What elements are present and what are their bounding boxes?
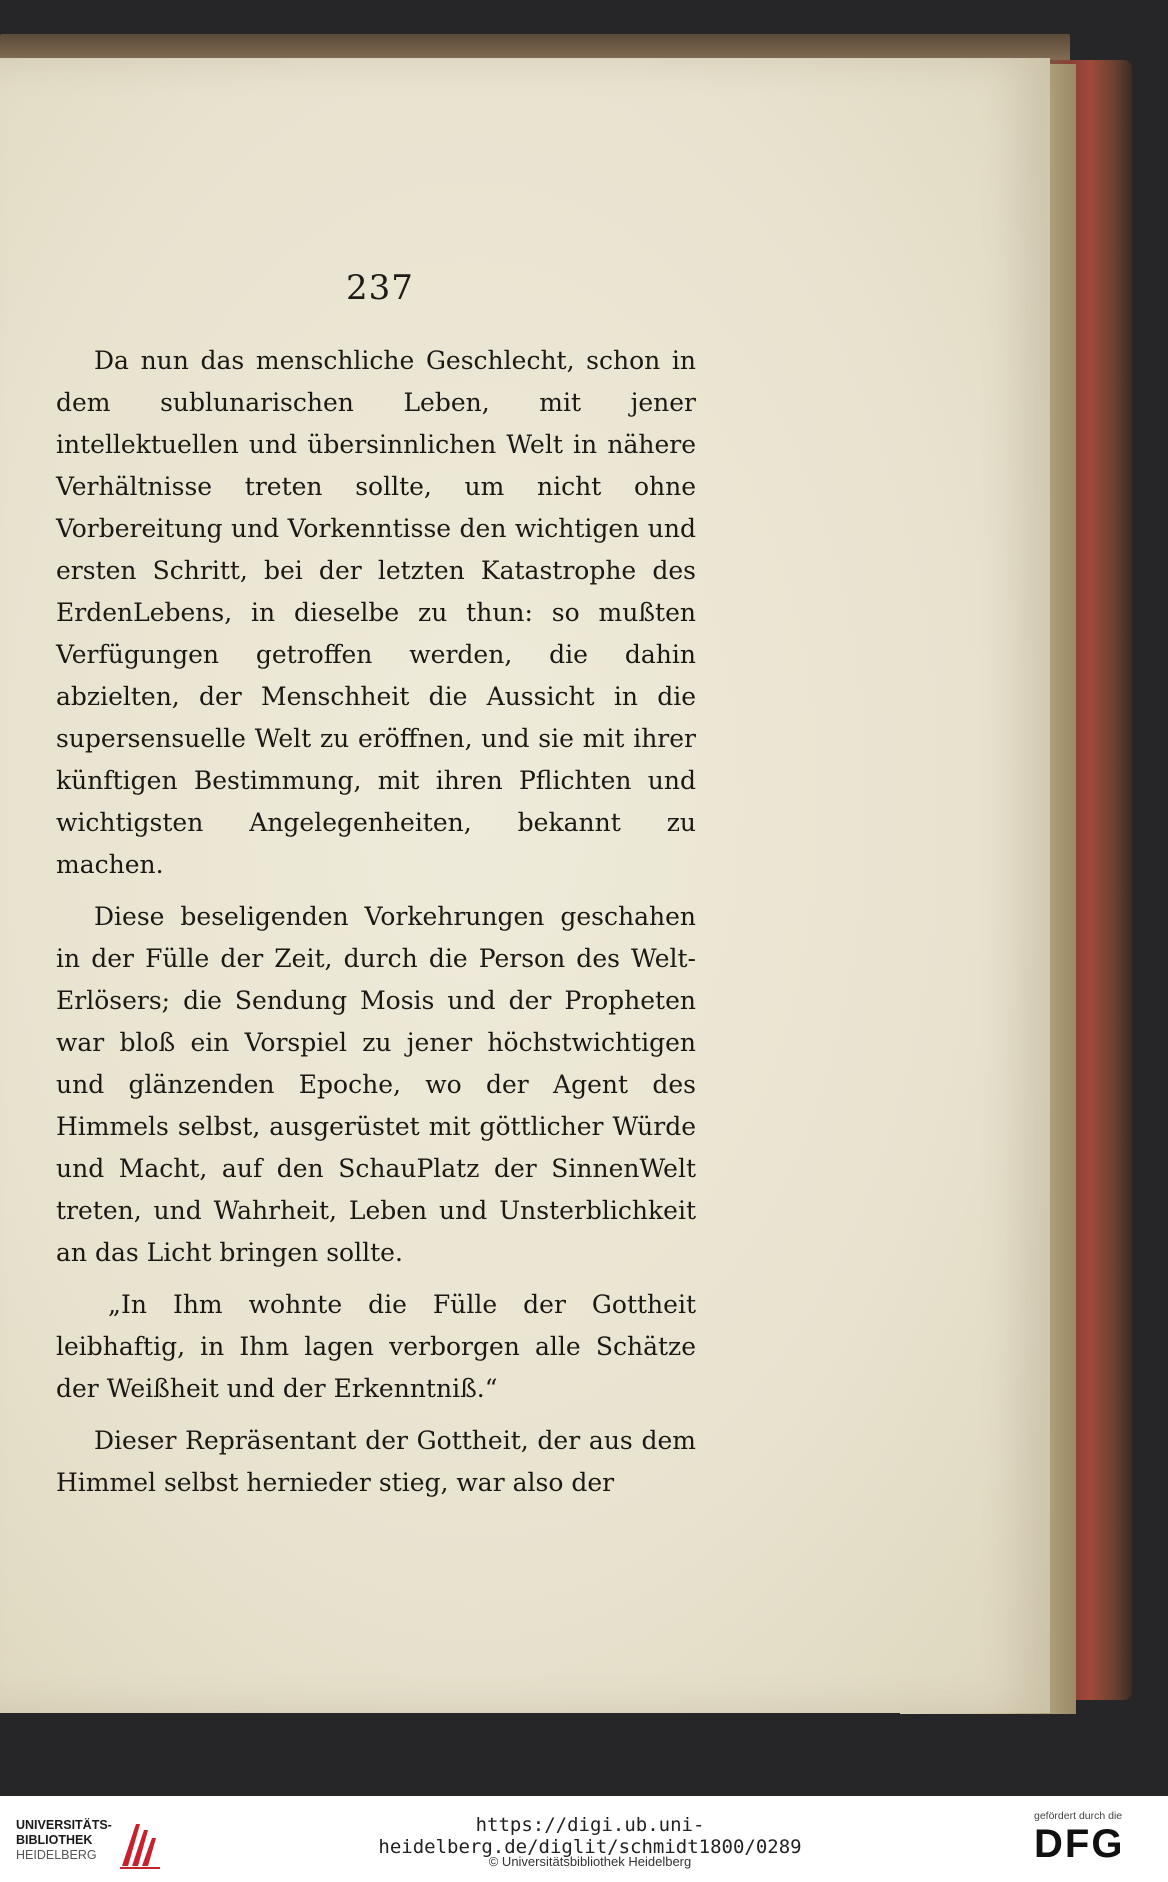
- copyright-notice: © Universitätsbibliothek Heidelberg: [488, 1854, 692, 1869]
- library-name-line-3: HEIDELBERG: [16, 1848, 97, 1862]
- dfg-logo[interactable]: [1034, 1810, 1152, 1876]
- paragraph-quote: „In Ihm wohnte die Fülle der Gottheit leibhaftig, in Ihm lagen verborgen alle Schätze der Weißheit und der Erkenntniß.“: [56, 1290, 696, 1403]
- page-text: [56, 340, 696, 1504]
- library-name-line-1: UNIVERSITÄTS-: [16, 1818, 112, 1832]
- book-page: [0, 58, 1050, 1713]
- paragraph-1: Da nun das menschliche Geschlecht, schon in dem sublunarischen Leben, mit jener intellektuellen und übersinnlichen Welt in nähere Verhältnisse treten sollte, um nicht ohne Vorbereitung und Vorkenntisse den wichtigen und ersten Schritt, bei der letzten Katastrophe des ErdenLebens, in dieselbe zu thun: so mußten Verfügungen getroffen werden, die dahin abzielten, der Menschheit die Aussicht in die supersensuelle Welt zu eröffnen, und sie mit ihrer künftigen Bestimmung, mit ihren Pflichten und wichtigsten Angelegenheiten, bekannt zu machen.: [56, 346, 696, 879]
- paragraph-2: Diese beseligenden Vorkehrungen geschahen in der Fülle der Zeit, durch die Person des Welt-Erlösers; die Sendung Mosis und der Propheten war bloß ein Vorspiel zu jener höchstwichtigen und glänzenden Epoche, wo der Agent des Himmels selbst, ausgerüstet mit göttlicher Würde und Macht, auf den SchauPlatz der SinnenWelt treten, und Wahrheit, Leben und Unsterblichkeit an das Licht bringen sollte.: [56, 902, 696, 1267]
- paragraph-4: Dieser Repräsentant der Gottheit, der aus dem Himmel selbst hernieder stieg, war also der: [56, 1426, 696, 1497]
- library-mark-icon: [118, 1820, 162, 1872]
- funder-name: DFG: [1034, 1822, 1125, 1866]
- library-name-line-2: BIBLIOTHEK: [16, 1833, 93, 1847]
- permalink-url[interactable]: https://digi.ub.uni-heidelberg.de/diglit/schmidt1800/0289: [378, 1814, 802, 1858]
- funding-note: gefördert durch die: [1034, 1810, 1123, 1822]
- page-number: 237: [346, 268, 414, 308]
- viewer-footer: [0, 1796, 1168, 1882]
